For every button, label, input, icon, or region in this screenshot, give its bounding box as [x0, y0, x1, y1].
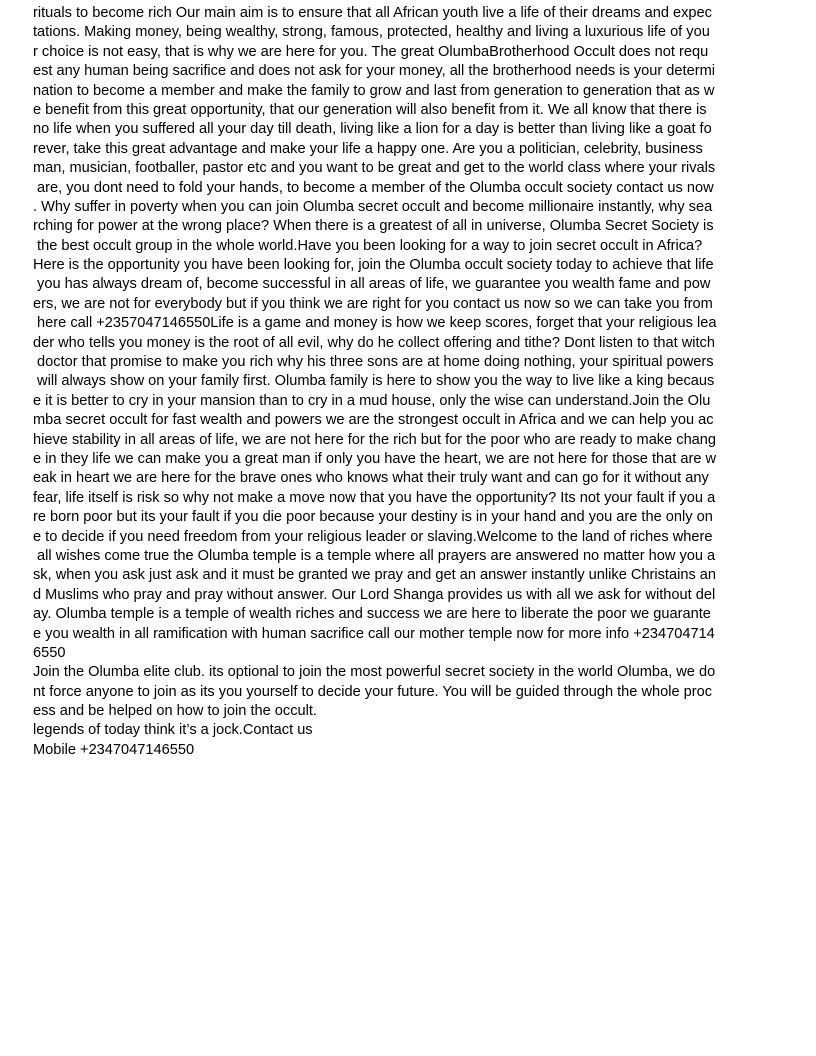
text-line: . Why suffer in poverty when you can join Olumba secret occult and become millionaire instantly, why sea	[33, 198, 713, 215]
text-line: sk, when you ask just ask and it must be granted we pray and get an answer instantly unlike Christains an	[33, 567, 717, 584]
text-line: legends of today think it’s a jock.Contact us	[33, 722, 313, 739]
text-line: tations. Making money, being wealthy, strong, famous, protected, healthy and living a luxurious life of you	[33, 24, 710, 41]
text-line: rever, take this great advantage and make your life a happy one. Are you a politician, celebrity, business	[33, 140, 703, 157]
text-line: fear, life itself is risk so why not make a move now that you have the opportunity? Its not your fault if you a	[33, 489, 716, 506]
text-line: der who tells you money is the root of all evil, why do he collect offering and tithe? Dont listen to that witch	[33, 334, 715, 351]
text-line: mba secret occult for fast wealth and powers we are the strongest occult in Africa and we can help you ac	[33, 412, 714, 429]
text-line: re born poor but its your fault if you die poor because your destiny is in your hand and you are the only on	[33, 509, 713, 526]
text-line: e you wealth in all ramification with human sacrifice call our mother temple now for more info +234704714	[33, 625, 715, 642]
text-line: e benefit from this great opportunity, that our generation will also benefit from it. We all know that there is	[33, 101, 707, 118]
text-line: no life when you suffered all your day till death, living like a lion for a day is better than living like a goat fo	[33, 121, 712, 138]
text-line: Here is the opportunity you have been looking for, join the Olumba occult society today to achieve that life	[33, 257, 714, 274]
text-line: will always show on your family first. Olumba family is here to show you the way to live like a king becaus	[33, 373, 715, 390]
text-line: ay. Olumba temple is a temple of wealth riches and success we are here to liberate the poor we guarante	[33, 606, 711, 623]
body-text	[33, 4, 793, 760]
text-line: nt force anyone to join as its you yourself to decide your future. You will be guided through the whole proc	[33, 683, 713, 700]
text-line: nation to become a member and make the family to grow and last from generation to generation that as w	[33, 82, 715, 99]
text-line: Mobile +2347047146550	[33, 741, 195, 758]
text-line: est any human being sacrifice and does not ask for your money, all the brotherhood needs is your determi	[33, 63, 715, 80]
text-line: r choice is not easy, that is why we are here for you. The great OlumbaBrotherhood Occult does not requ	[33, 43, 709, 60]
text-line: eak in heart we are here for the brave ones who knows what their truly want and can go for it without any	[33, 470, 709, 487]
text-line: d Muslims who pray and pray without answer. Our Lord Shanga provides us with all we ask for without del	[33, 586, 716, 603]
text-line: e it is better to cry in your mansion than to cry in a mud house, only the wise can understand.Join the Olu	[33, 392, 711, 409]
text-line: man, musician, footballer, pastor etc and you want to be great and get to the world class where your rivals	[33, 160, 716, 177]
text-line: all wishes come true the Olumba temple is a temple where all prayers are answered no matter how you a	[33, 547, 716, 564]
text-line: ers, we are not for everybody but if you think we are right for you contact us now so we can take you from	[33, 295, 713, 312]
text-line: e to decide if you need freedom from your religious leader or slaving.Welcome to the land of riches where	[33, 528, 713, 545]
text-line: doctor that promise to make you rich why his three sons are at home doing nothing, your spiritual powers	[33, 354, 714, 371]
text-line: ess and be helped on how to join the occult.	[33, 703, 317, 720]
text-line: the best occult group in the whole world.Have you been looking for a way to join secret occult in Africa?	[33, 237, 703, 254]
text-line: 6550	[33, 644, 66, 661]
text-line: Join the Olumba elite club. its optional to join the most powerful secret society in the world Olumba, we do	[33, 664, 716, 681]
text-line: hieve stability in all areas of life, we are not here for the rich but for the poor who are ready to make chang	[33, 431, 717, 448]
text-line: rituals to become rich Our main aim is to ensure that all African youth live a life of their dreams and expec	[33, 5, 712, 21]
text-line: e in they life we can make you a great man if only you have the heart, we are not here for those that are w	[33, 450, 717, 467]
text-line: are, you dont need to fold your hands, to become a member of the Olumba occult society contact us now	[33, 179, 714, 196]
text-line: here call +2357047146550Life is a game and money is how we keep scores, forget that your religious lea	[33, 315, 717, 332]
text-line: you has always dream of, become successful in all areas of life, we guarantee you wealth fame and pow	[33, 276, 711, 293]
text-line: rching for power at the wrong place? When there is a greatest of all in universe, Olumba Secret Society is	[33, 218, 714, 235]
